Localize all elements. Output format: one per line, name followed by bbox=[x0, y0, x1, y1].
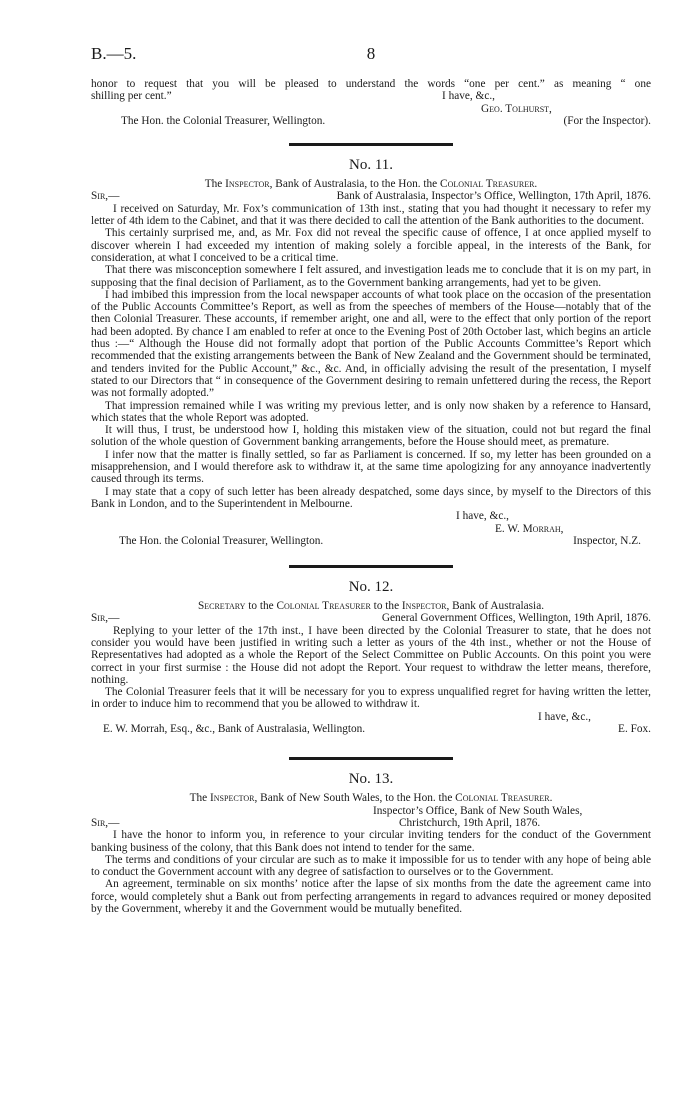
paragraph: It will thus, I trust, be understood how I, holding this mistaken view of the situation, could not but regard the final solution of the whole question of Government banking arrangements, before the House should meet, as premature. bbox=[91, 424, 651, 449]
paragraph: I may state that a copy of such letter has been already despatched, some days since, by myself to the Directors of this Bank in London, and to the Superintendent in Melbourne. bbox=[91, 485, 651, 510]
addressee: The Hon. the Colonial Treasurer, Wellington. bbox=[119, 534, 324, 547]
section-divider bbox=[289, 757, 453, 760]
letter-no-11 bbox=[91, 156, 651, 547]
paragraph: The terms and conditions of your circular are such as to make it impossible for us to tender with any hope of being able to conduct the Government account with any degree of satisfaction to ourselves or to the Government. bbox=[91, 853, 651, 879]
letter-heading: The Inspector, Bank of Australasia, to the Hon. the Colonial Treasurer. bbox=[204, 178, 538, 191]
signature-line bbox=[91, 103, 651, 115]
letter-no-13 bbox=[91, 770, 651, 915]
previous-letter-ending bbox=[91, 78, 651, 127]
letter-address: General Government Offices, Wellington, 19th April, 1876. bbox=[381, 612, 651, 625]
salutation: Sir,— bbox=[91, 612, 120, 625]
paragraph: Replying to your letter of the 17th inst., I have been directed by the Colonial Treasurer to state, that he does not consider you would have been justified in writing such a letter as yours of the 4th inst., whether or not the House of Representatives had adopted as a whole the Report of the Select Committee on Public Accounts. On this point you were correct in your first surmise : the House did not adopt the Report. Your request to withdraw the letter means, therefore, nothing. bbox=[91, 624, 651, 686]
paragraph: The Colonial Treasurer feels that it will be necessary for you to express unqualified regret for having written the letter, in order to induce him to recommend that you be allowed to withdraw it. bbox=[91, 686, 651, 711]
addressee-line bbox=[91, 115, 651, 127]
closing-formula: I have, &c., bbox=[456, 510, 510, 523]
paragraph: This certainly surprised me, and, as Mr. Fox did not reveal the specific cause of offence, I at once applied myself to discover wherein I had exceeded my intention of making solely a forcible appeal, in the interests of the Bank, for consideration, at what I conceived to be a critical time. bbox=[91, 227, 651, 264]
section-divider bbox=[289, 565, 453, 568]
letter-heading: Secretary to the Colonial Treasurer to the Inspector, Bank of Australasia. bbox=[197, 600, 545, 613]
signature: E. Fox. bbox=[618, 723, 651, 736]
signature-line bbox=[91, 523, 651, 535]
continuation-line-with-closing bbox=[91, 90, 651, 102]
letter-date: Christchurch, 19th April, 1876. bbox=[399, 816, 541, 829]
salutation-line bbox=[91, 190, 651, 202]
closing-line bbox=[91, 510, 651, 522]
signer-role: (For the Inspector). bbox=[563, 114, 651, 127]
letter-number: No. 12. bbox=[348, 579, 394, 596]
paragraph: I infer now that the matter is finally settled, so far as Parliament is concerned. If so, my letter has been grounded on a misapprehension, and I would therefore ask to withdraw it, at the same time apologizing for any annoyance inadvertently caused through its terms. bbox=[91, 448, 651, 486]
page-number: 8 bbox=[366, 44, 376, 63]
salutation: Sir,— bbox=[91, 816, 120, 829]
paragraph: I had imbibed this impression from the local newspaper accounts of what took place on the occasion of the presentation of the Public Accounts Committee’s Report, as well as from the speeches of members of the House—notably that of the then Colonial Treasurer. These accounts, if remember aright, one and all, were to the effect that only portion of the report had been adopted. By chance I am enabled to refer at once to the Evening Post of 20th October last, which begins an article thus :—“ Although the House did not formally adopt that portion of the Public Accounts Committee’s Report which recommended that the existing arrangements between the Bank of New Zealand and the Government should be terminated, and tenders invited for the Public Account,” &c., &c. And, in officially advising the result of the presentation, I myself stated to our Directors that “ in consequence of the Government desiring to remain unfettered during the recess, the Report was not formally adopted.” bbox=[91, 288, 651, 400]
letter-number: No. 11. bbox=[348, 157, 394, 174]
page-body bbox=[91, 78, 651, 915]
salutation-line bbox=[91, 817, 651, 829]
signature: Geo. Tolhurst, bbox=[481, 102, 552, 115]
signature: E. W. Morrah, bbox=[495, 522, 564, 535]
closing-formula: I have, &c., bbox=[538, 710, 592, 723]
signer-role: Inspector, N.Z. bbox=[573, 534, 641, 547]
letter-heading: The Inspector, Bank of New South Wales, to the Hon. the Colonial Treasurer. bbox=[189, 792, 553, 805]
paragraph: An agreement, terminable on six months’ notice after the lapse of six months from the date the agreement came into force, would completely shut a Bank out from perfecting arrangements in regard to advances required or money deposited by the Government, whereby it and the Government would be mutually benefited. bbox=[91, 878, 651, 916]
closing-line bbox=[91, 711, 651, 723]
paragraph: That impression remained while I was writing my previous letter, and is only now shaken by a reference to Hansard, which states that the whole Report was adopted. bbox=[91, 399, 651, 424]
continuation-line: honor to request that you will be pleased to understand the words “one per cent.” as meaning “ one bbox=[91, 78, 651, 90]
addressee: E. W. Morrah, Esq., &c., Bank of Australasia, Wellington. bbox=[103, 723, 366, 736]
letter-no-12 bbox=[91, 578, 651, 735]
paragraph: That there was misconception somewhere I felt assured, and investigation leads me to conclude that it is on my part, in supposing that the final decision of Parliament, as to the Government banking arrangements, had yet to be given. bbox=[91, 264, 651, 289]
address-line bbox=[91, 805, 651, 817]
document-reference: B.—5. bbox=[91, 44, 137, 63]
addressee-line bbox=[91, 535, 651, 547]
continuation-line: shilling per cent.” bbox=[91, 90, 172, 103]
addressee: The Hon. the Colonial Treasurer, Wellington. bbox=[121, 114, 326, 127]
paragraph: I have the honor to inform you, in reference to your circular inviting tenders for the conduct of the Government banking business of the colony, that this Bank does not intend to tender for the same. bbox=[91, 829, 651, 854]
letter-address: Bank of Australasia, Inspector’s Office, Wellington, 17th April, 1876. bbox=[336, 190, 651, 203]
addressee-line bbox=[91, 723, 651, 735]
letter-address: Inspector’s Office, Bank of New South Wales, bbox=[373, 804, 583, 817]
closing-formula: I have, &c., bbox=[442, 90, 496, 103]
section-divider bbox=[289, 143, 453, 146]
paragraph: I received on Saturday, Mr. Fox’s communication of 13th inst., stating that you had thought it necessary to refer my letter of 4th idem to the Cabinet, and that it was there decided to call the attention of the Bank authorities to the document. bbox=[91, 202, 651, 228]
letter-number: No. 13. bbox=[348, 771, 394, 788]
salutation-line bbox=[91, 612, 651, 624]
salutation: Sir,— bbox=[91, 190, 120, 203]
